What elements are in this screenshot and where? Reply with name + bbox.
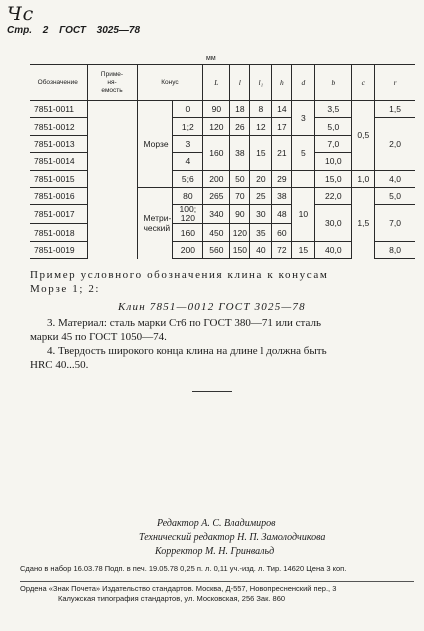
cell-designation: 7851-0019 — [30, 241, 87, 258]
divider — [192, 391, 232, 392]
cell-l: 50 — [230, 170, 250, 187]
cell-d: 5 — [292, 135, 315, 170]
cell-L: 160 — [203, 135, 230, 170]
cell-h: 29 — [272, 170, 292, 187]
cell-designation: 7851-0012 — [30, 118, 87, 135]
cell-b: 40,0 — [315, 241, 352, 258]
cell-l: 26 — [230, 118, 250, 135]
cell-r: 7,0 — [375, 205, 415, 241]
tech-editor-line: Технический редактор Н. П. Замолодчикова — [139, 532, 326, 543]
cell-d: 15 — [292, 241, 315, 258]
editor-line: Редактор А. С. Владимиров — [157, 518, 276, 529]
cell-designation: 7851-0016 — [30, 187, 87, 204]
cell-L: 560 — [203, 241, 230, 258]
cell-L: 90 — [203, 101, 230, 118]
cell-l: 90 — [230, 205, 250, 224]
col-header-c: c — [352, 65, 375, 101]
konus-metric-line2: ческий — [143, 223, 171, 234]
item4-line2: HRC 40...50. — [30, 359, 89, 371]
cell-r: 2,0 — [375, 118, 415, 170]
cell-h: 21 — [272, 135, 292, 170]
cell-c: 1,0 — [352, 170, 375, 187]
cell-d: 3 — [292, 101, 315, 136]
col-header-l: l — [230, 65, 250, 101]
cell-konus-num: 100; 120 — [173, 205, 203, 224]
dimensions-table — [30, 64, 415, 259]
cell-l1: 20 — [250, 170, 272, 187]
cell-designation: 7851-0015 — [30, 170, 87, 187]
col-header-b: b — [315, 65, 352, 101]
cell-l: 70 — [230, 187, 250, 204]
cell-konus-morze: Морзе — [137, 101, 173, 188]
page-label: Стр. — [7, 25, 32, 36]
cell-r: 4,0 — [375, 170, 415, 187]
gost-number: 3025—78 — [96, 25, 141, 36]
cell-konus-metric — [137, 187, 173, 258]
cell-konus-num: 0 — [173, 101, 203, 118]
col-header-konus: Конус — [137, 65, 203, 101]
cell-b: 22,0 — [315, 187, 352, 204]
imprint-publisher: Ордена «Знак Почета» Издательство стандартов. Москва, Д-557, Новопресненский пер., 3 — [20, 581, 414, 594]
cell-designation: 7851-0017 — [30, 205, 87, 224]
cell-b: 10,0 — [315, 153, 352, 170]
item4-line1: 4. Твердость широкого конца клина на длине l должна быть — [47, 345, 327, 357]
cell-konus-num: 160 — [173, 224, 203, 241]
cell-b: 7,0 — [315, 135, 352, 152]
col-header-application: Приме- ня- емость — [87, 65, 137, 101]
cell-L: 340 — [203, 205, 230, 224]
imprint-print-details: Сдано в набор 16.03.78 Подп. в печ. 19.05.78 0,25 п. л. 0,11 уч.-изд. л. Тир. 14620 Цена 3 коп. — [20, 564, 347, 573]
designation-example: Клин 7851—0012 ГОСТ 3025—78 — [118, 301, 306, 313]
cell-konus-num: 5;6 — [173, 170, 203, 187]
cell-h: 72 — [272, 241, 292, 258]
cell-l1: 40 — [250, 241, 272, 258]
example-text-line2: Морзе 1; 2: — [30, 283, 101, 295]
cell-konus-num: 80 — [173, 187, 203, 204]
cell-c: 1,5 — [352, 187, 375, 258]
cell-h: 60 — [272, 224, 292, 241]
cell-h: 14 — [272, 101, 292, 118]
konus-metric-line1: Метри- — [143, 213, 172, 224]
cell-d — [292, 170, 315, 187]
cell-konus-num: 1;2 — [173, 118, 203, 135]
cell-konus-num: 200 — [173, 241, 203, 258]
cell-l: 150 — [230, 241, 250, 258]
cell-L: 120 — [203, 118, 230, 135]
col-header-h: h — [272, 65, 292, 101]
gost-label: ГОСТ — [59, 25, 86, 36]
cell-d: 10 — [292, 187, 315, 241]
col-header-L: L — [203, 65, 230, 101]
cell-l1: 15 — [250, 135, 272, 170]
cell-l1: 30 — [250, 205, 272, 224]
col-header-designation: Обозначение — [30, 65, 87, 101]
cell-r: 1,5 — [375, 101, 415, 118]
cell-b: 15,0 — [315, 170, 352, 187]
cell-h: 48 — [272, 205, 292, 224]
cell-L: 450 — [203, 224, 230, 241]
table-header-row — [30, 65, 415, 101]
item3-line2: марки 45 по ГОСТ 1050—74. — [30, 331, 167, 343]
cell-konus-num: 4 — [173, 153, 203, 170]
cell-c: 0,5 — [352, 101, 375, 171]
example-text-line1: Пример условного обозначения клина к конусам — [30, 269, 329, 281]
cell-l: 120 — [230, 224, 250, 241]
cell-h: 38 — [272, 187, 292, 204]
col-header-d: d — [292, 65, 315, 101]
col-header-l1: l₁ — [250, 65, 272, 101]
cell-designation: 7851-0018 — [30, 224, 87, 241]
page-number: 2 — [42, 25, 49, 36]
cell-r: 5,0 — [375, 187, 415, 204]
cell-application — [87, 101, 137, 259]
table-row — [30, 101, 415, 118]
corrector-line: Корректор М. Н. Гринвальд — [155, 546, 275, 557]
cell-l1: 8 — [250, 101, 272, 118]
cell-l1: 12 — [250, 118, 272, 135]
cell-konus-num: 3 — [173, 135, 203, 152]
cell-l1: 25 — [250, 187, 272, 204]
cell-L: 200 — [203, 170, 230, 187]
cell-L: 265 — [203, 187, 230, 204]
cell-designation: 7851-0013 — [30, 135, 87, 152]
handwritten-mark: Чс — [7, 3, 35, 25]
imprint-printer: Калужская типография стандартов, ул. Московская, 256 Зак. 860 — [58, 594, 286, 603]
cell-b: 30,0 — [315, 205, 352, 241]
page-header — [7, 25, 148, 36]
units-label: мм — [206, 55, 216, 62]
cell-b: 3,5 — [315, 101, 352, 118]
cell-l: 38 — [230, 135, 250, 170]
item3-line1: 3. Материал: сталь марки Ст6 по ГОСТ 380—71 или сталь — [47, 317, 321, 329]
cell-r: 8,0 — [375, 241, 415, 258]
cell-h: 17 — [272, 118, 292, 135]
cell-designation: 7851-0014 — [30, 153, 87, 170]
col-header-r: r — [375, 65, 415, 101]
cell-b: 5,0 — [315, 118, 352, 135]
cell-l1: 35 — [250, 224, 272, 241]
cell-designation: 7851-0011 — [34, 104, 75, 115]
cell-l: 18 — [230, 101, 250, 118]
